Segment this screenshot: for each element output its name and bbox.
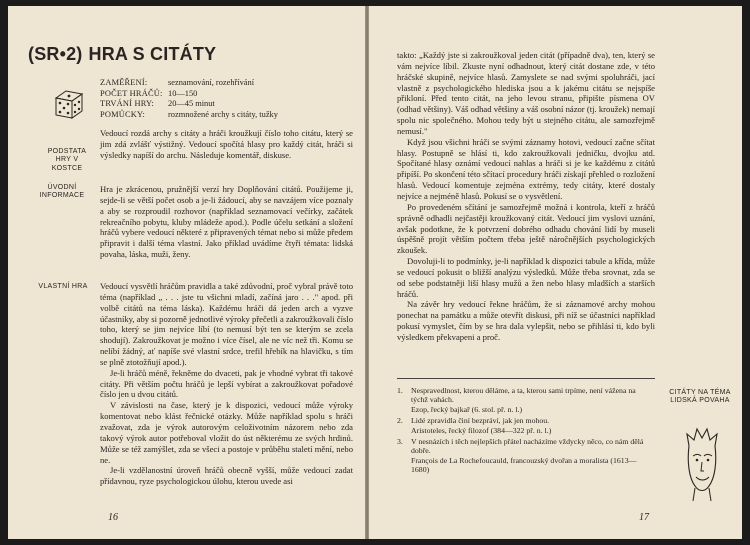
- footnote-item: 2. Lidé zpravidla činí bezpráví, jak jen mohou. Aristoteles, řecký filozof (384—322 př. n. l.): [397, 416, 552, 435]
- side-label-intro-info: ÚVODNÍ INFORMACE: [39, 184, 85, 200]
- paragraph: Na závěr hry vedoucí řekne hráčům, že si záznamové archy mohou ponechat na památku a může otevřít diskusi, při níž se účastníci například pokusí vymyslet, čím by se hra dala vylepšit, nebo se přihlásí ti, kdo byli výsledkem překvapeni a proč.: [397, 299, 655, 342]
- paragraph: Když jsou všichni hráči se svými záznamy hotovi, vedoucí začne sčítat hlasy. Postupně se hlásí ti, kdo zakroužkovali jedničku, dvojku atd. Spočítané hlasy oznámí vedoucí nahlas a hráči si je ke každému z citátů připíší. Po skončení této sčítací procedury hráči získají přehled o rozložení hlasů. Vedoucí komentuje zejména extrémy, tedy citáty, které dostaly nejvíce a nejméně hlasů. Pokusí se o vysvětlení.: [397, 136, 655, 201]
- left-page: [8, 6, 365, 539]
- right-body-text: [397, 50, 655, 343]
- paragraph: Dovoluji-li to podmínky, je-li například k dispozici tabule a křída, může se vedoucí pokusit o bližší analýzu výsledků. Může třeba srovnat, zda se od sebe podstatněji liší hlasy mužů a žen nebo hlasy mladších a starších hráčů.: [397, 256, 655, 299]
- paragraph: Vedoucí vysvětlí hráčům pravidla a také zdůvodní, proč vybral právě toto téma (například „ . . . jste tu všichni mladí, začíná jaro . . ." apod. při volbě citátů na téma láska). Každému hráči dá jeden arch a vyzve účastníky, aby si pozorně jednotlivé výroky přečetli a zakroužkovali číslo toho, který se jim nejvíce líbí (to nemusí být ten se kterým se zcela shodují). Zakroužkovat je možno i více čísel, ale ne víc než tři. Komu se nelíbí žádný, ať napíše své vlastní srdce, trefil hřebík na hlavičku, s tím se plně ztotožňují apod.).: [100, 281, 353, 367]
- paragraph: V závislosti na čase, který je k dispozici, vedoucí může výroky komentovat nebo klást řečnické otázky. Může například spolu s hráči zvažovat, zda je výrok autorovým celoživotním názorem nebo zda takový výrok autor potřeboval vložit do úst některému ze svých hrdinů. Může se též zamýšlet, zda se všeci a postoje v průběhu staletí mění, nebo ne.: [100, 400, 353, 465]
- meta-row: POČET HRÁČŮ: 10—150: [100, 88, 198, 98]
- page-number-right: 17: [639, 512, 649, 523]
- dice-icon: [54, 88, 84, 120]
- intro-text: Vedoucí rozdá archy s citáty a hráči kroužkují číslo toho citátu, který se jim zdá zvlášť výstižný. Vedoucí spočítá hlasy pro každý citát, hráči si výsledky napíší do archu. Následuje komentář, diskuse.: [100, 128, 353, 160]
- side-label-quotes: CITÁTY NA TÉMA LIDSKÁ POVAHA: [669, 389, 731, 405]
- paragraph: Po provedeném sčítání je samozřejmě možná i kontrola, kteří z hráčů správně odhadli nejčastěji kroužkovaný citát. Vedoucí jim vyslovi uznání, avšak podotkne, že k potvrzení dobrého odhadu chování lidí by museli úspěšně projít větším počtem třeba ještě náročnějších psychologických zkoušek.: [397, 201, 655, 256]
- page-number-left: 16: [108, 512, 118, 523]
- paragraph: takto: „Každý jste si zakroužkoval jeden citát (případně dva), ten, který se vám nejvíce líbil. Zkuste nyní odhadnout, který citát dostane zde, v této hráčské skupině, nejvíce hlasů. Zamyslete se nad svými spoluhráči, jací vlastně z psychologického hlediska jsou a k jakému citátu se nejspíše přikloní. Před tento citát, na jeho levou stranu, připište písmena OV (odhad většiny). Váš odhad většiny a váš osobní názor (tj. kroužek) nemají spolu nic společného. Mohou tedy být u stejného citátu, ale samozřejmě nemusí.": [397, 50, 655, 136]
- footnote-item: 3. V nesnázích i těch nejlepších přátel nacházíme vždycky něco, co nám dělá dobře. François de La Rochefoucauld, francouzský dvořan a moralista (1613—1680): [397, 437, 644, 475]
- game-title: [28, 44, 216, 65]
- footnote-item: 1. Nespravedlnost, kterou děláme, a ta, kterou sami trpíme, není vážena na týchž vahách. Ezop, řecký bajkař (6. stol. př. n. l.): [397, 386, 636, 414]
- side-label-summary: PODSTATA HRY V KOSTCE: [47, 148, 87, 172]
- paragraph: Je-li vzdělanostní úroveň hráčů obecně vyšší, může vedoucí zadat přídavnou, ryze psychologickou úlohu, kterou uvede asi: [100, 465, 353, 487]
- game-code: (SR•2): [28, 44, 83, 64]
- paragraph: Je-li hráčů méně, řekněme do dvaceti, pak je vhodné vybrat tři takové citáty. Při větším počtu hráčů je lepší vybírat a zakroužkovat pořadové číslo jen u dvou citátů.: [100, 367, 353, 400]
- game-meta: [100, 78, 278, 120]
- meta-row: POMŮCKY: rozmnožené archy s citáty, tužky: [100, 109, 278, 119]
- right-page: [369, 6, 742, 539]
- divider: [397, 378, 655, 379]
- face-icon: [681, 426, 723, 502]
- game-name: HRA S CITÁTY: [88, 44, 217, 64]
- side-label-game: VLASTNÍ HRA: [38, 283, 88, 290]
- footnotes: [397, 386, 653, 477]
- game-text: [100, 281, 353, 487]
- meta-row: TRVÁNÍ HRY: 20—45 minut: [100, 99, 215, 109]
- info-text: Hra je zkrácenou, pružnější verzí hry Doplňování citátů. Použijeme ji, sejde-li se větší počet osob a je-li žádoucí, aby se navzájem více poznaly a aby se rozproudil rozhovor (například seznamovací večírky, začátek rekreačního pobytu, kluby mládeže apod.). Podle účelu setkání a složení hráčů vybere vedoucí některé z připravených témat nebo si může předem připravit i další téma vlastní. Jako příklad uvádíme čtyři témata: lidská povaha, láska, muži, ženy.: [100, 184, 353, 260]
- meta-row: ZAMĚŘENÍ: seznamování, rozehřívání: [100, 78, 255, 87]
